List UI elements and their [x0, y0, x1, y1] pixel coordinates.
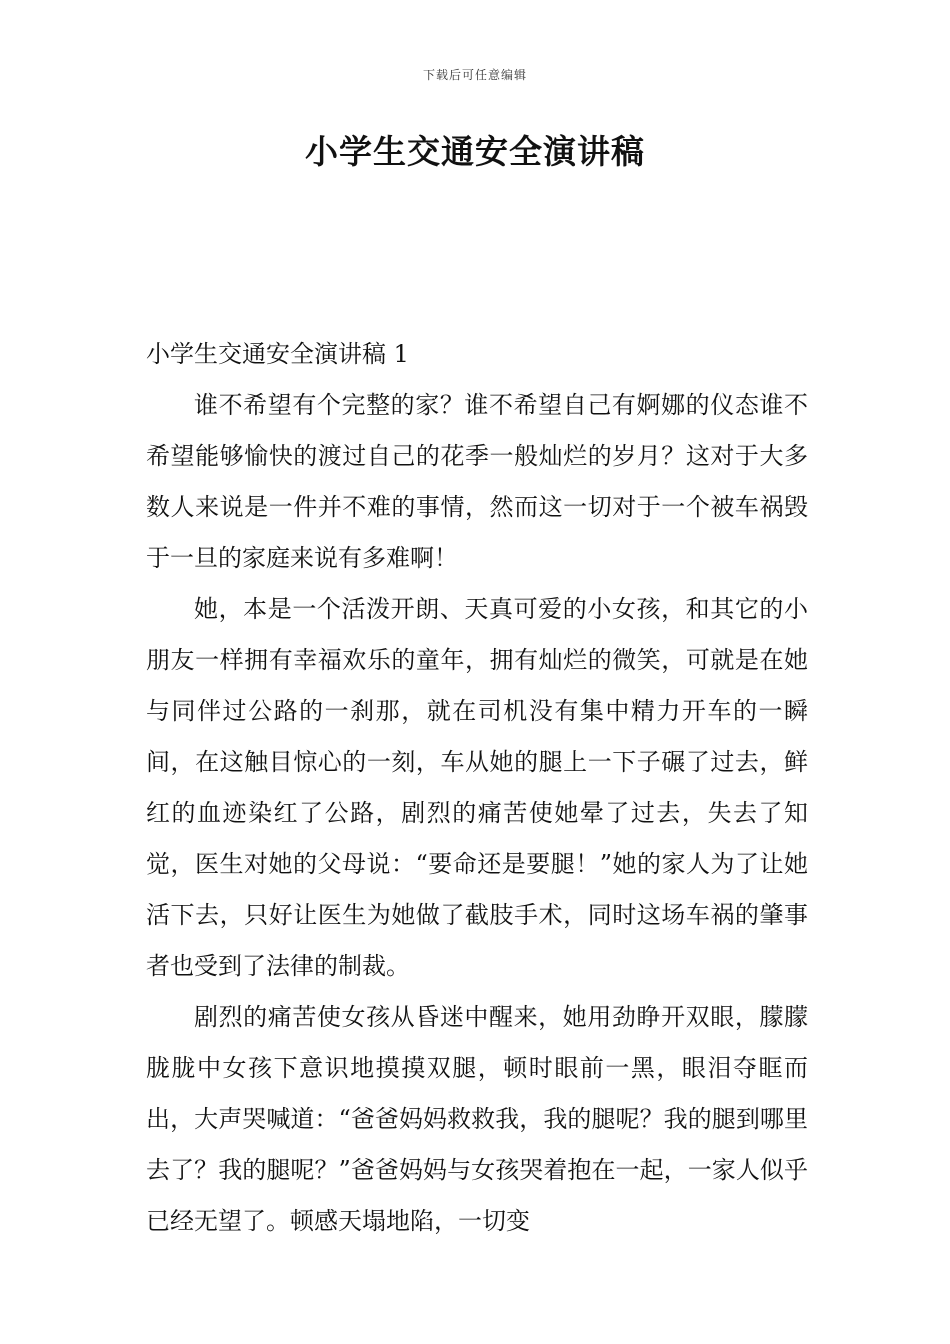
header-note: 下载后可任意编辑: [422, 68, 527, 82]
paragraph-3: 剧烈的痛苦使女孩从昏迷中醒来，她用劲睁开双眼，朦朦胧胧中女孩下意识地摸摸双腿，顿时眼前一黑，眼泪夺眶而出，大声哭喊道：“爸爸妈妈救救我，我的腿呢？我的腿到哪里去了？我的腿呢？”爸爸妈妈与女孩哭着抱在一起，一家人似乎已经无望了。顿感天塌地陷，一切变: [146, 1003, 808, 1235]
paragraph-1: 谁不希望有个完整的家？谁不希望自己有婀娜的仪态谁不希望能够愉快的渡过自己的花季一般灿烂的岁月？这对于大多数人来说是一件并不难的事情，然而这一切对于一个被车祸毁于一旦的家庭来说有多难啊！: [146, 391, 808, 572]
document-title: 小学生交通安全演讲稿: [305, 132, 645, 171]
document-body: [146, 329, 808, 1247]
section-heading: 小学生交通安全演讲稿 1: [146, 340, 409, 368]
paragraph-2: 她，本是一个活泼开朗、天真可爱的小女孩，和其它的小朋友一样拥有幸福欢乐的童年，拥有灿烂的微笑，可就是在她与同伴过公路的一刹那，就在司机没有集中精力开车的一瞬间，在这触目惊心的一刻，车从她的腿上一下子碾了过去，鲜红的血迹染红了公路，剧烈的痛苦使她晕了过去，失去了知觉，医生对她的父母说：“要命还是要腿！”她的家人为了让她活下去，只好让医生为她做了截肢手术，同时这场车祸的肇事者也受到了法律的制裁。: [146, 595, 808, 980]
